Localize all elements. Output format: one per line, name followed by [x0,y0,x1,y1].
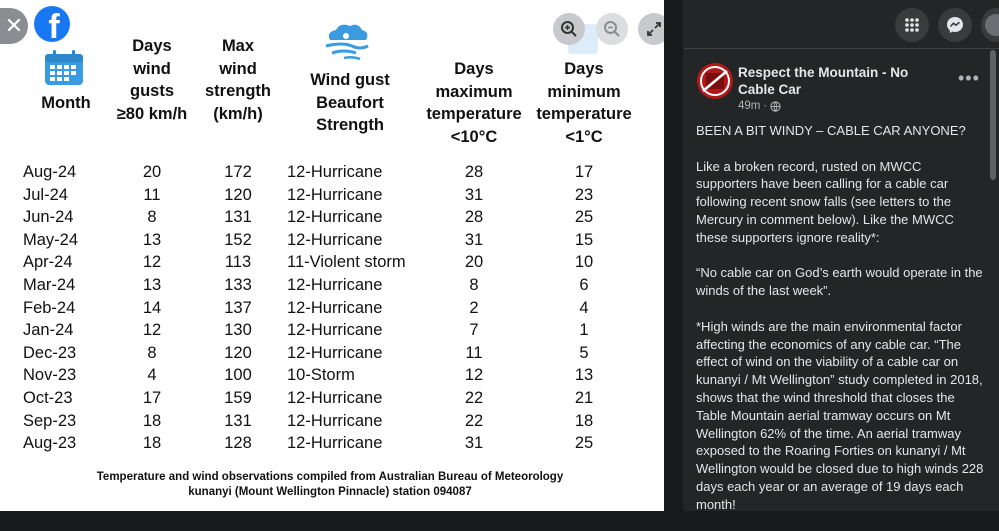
cell-gust-days: 13 [142,230,162,249]
cell-days-min-temp: 21 [574,389,594,407]
post-scrollbar[interactable] [990,50,996,180]
cell-gust-days: 17 [142,389,162,407]
cell-days-min-temp: 6 [579,276,589,294]
cell-max-wind: 130 [224,321,252,340]
cell-beaufort: 12-Hurricane [287,343,383,362]
post-paragraph: BEEN A BIT WINDY – CABLE CAR ANYONE? [696,123,966,138]
cell-days-max-temp: 2 [469,298,479,317]
more-options-button[interactable]: ••• [958,68,980,88]
cell-days-max-temp: 22 [464,411,484,430]
post-body [696,122,986,531]
facebook-logo[interactable]: f [34,6,70,42]
cell-max-wind: 128 [224,434,252,453]
cell-days-min-temp: 23 [574,185,594,204]
cell-beaufort: 11-Violent storm [287,253,406,272]
cell-beaufort: 12-Hurricane [287,185,383,204]
cell-days-min-temp: 25 [574,208,594,227]
post-meta: 49m · [738,100,781,112]
cell-days-min-temp: 5 [579,343,589,362]
header-month: Month [41,94,91,112]
fullscreen-button[interactable] [638,13,664,45]
messenger-button[interactable] [938,8,972,42]
cell-days-min-temp: 25 [574,434,594,453]
avatar-small-icon [985,14,999,36]
cell-month: Apr-24 [23,253,73,272]
zoom-in-button[interactable] [553,13,585,45]
close-button[interactable] [0,8,28,44]
cell-beaufort: 12-Hurricane [287,321,383,340]
cell-gust-days: 14 [142,298,162,317]
menu-button[interactable] [895,8,929,42]
cell-gust-days: 13 [142,276,162,294]
cell-days-max-temp: 31 [464,185,484,204]
cell-max-wind: 131 [224,411,252,430]
cell-month: Mar-24 [23,276,76,294]
cell-days-min-temp: 17 [574,163,594,181]
cell-month: Feb-24 [23,298,76,317]
cell-month: Jun-24 [23,208,74,227]
page-name-link[interactable]: Respect the Mountain - No Cable Car [738,65,909,97]
cell-month: Aug-23 [23,434,77,453]
expand-icon [646,21,662,37]
cell-beaufort: 12-Hurricane [287,163,383,181]
cell-beaufort: 12-Hurricane [287,411,383,430]
cell-days-max-temp: 11 [465,343,483,362]
post-time[interactable]: 49m [738,100,761,112]
cell-days-min-temp: 1 [579,321,589,340]
source-note: Temperature and wind observations compiled from Australian Bureau of Meteorology kunanyi (Mount Wellington Pinnacle) station 094087 [96,471,564,498]
cell-gust-days: 11 [143,185,161,204]
calendar-icon [44,50,84,86]
cell-days-max-temp: 28 [464,208,484,227]
grid-menu-icon [904,17,920,33]
cell-max-wind: 120 [224,343,252,362]
zoom-out-button[interactable] [596,13,628,45]
cell-days-max-temp: 12 [464,366,484,385]
post-paragraph: “No cable car on God’s earth would operate in the winds of the last week”. [696,265,983,299]
header-max-wind: Max wind strength (km/h) [205,37,271,123]
cell-beaufort: 12-Hurricane [287,434,383,453]
cell-max-wind: 159 [224,389,252,407]
zoom-in-icon [560,20,578,38]
cell-days-min-temp: 10 [574,253,594,272]
header-days-min-temp: Days minimum temperature <1°C [536,60,632,146]
cell-days-min-temp: 13 [574,366,594,385]
cell-month: Sep-23 [23,411,77,430]
post-paragraph: Like a broken record, rusted on MWCC supporters have been calling for a cable car following recent snow falls (see letters to the Mercury in comment below). Like the MWCC these supporters ignore reality*: [696,158,954,245]
post-paragraph: *High winds are the main environmental factor affecting the economics of any cable car. “The effect of wind on the viability of a cable car on kunanyi / Mt Wellington” study completed in 2018, shows that the wind threshold that closes the Table Mountain aerial tramway occurs on Mt Wellington 62% of the time. An aerial tramway exposed to the Roaring Forties on kunanyi / Mt Wellington would be closed due to high winds 228 days each year or an average of 19 days each month! [696,318,984,512]
close-icon: ✕ [4,13,24,38]
cell-days-max-temp: 20 [464,253,484,272]
cell-gust-days: 12 [142,321,162,340]
cell-max-wind: 152 [224,230,252,249]
cell-max-wind: 100 [224,366,252,385]
cell-month: Aug-24 [23,163,77,181]
cell-days-min-temp: 18 [574,411,594,430]
zoom-out-icon [603,20,621,38]
cell-beaufort: 12-Hurricane [287,230,383,249]
divider [684,48,999,49]
cell-max-wind: 120 [224,185,252,204]
cell-days-max-temp: 31 [464,230,484,249]
cell-gust-days: 18 [142,434,162,453]
cell-gust-days: 8 [147,343,157,362]
cell-month: Jan-24 [23,321,74,340]
cell-gust-days: 20 [142,163,162,181]
cell-beaufort: 12-Hurricane [287,208,383,227]
cell-days-max-temp: 31 [464,434,484,453]
cell-max-wind: 131 [224,208,252,227]
header-days-max-temp: Days maximum temperature <10°C [426,60,522,146]
messenger-icon [946,16,964,34]
cell-month: Jul-24 [23,185,68,204]
cell-gust-days: 4 [147,366,157,385]
avatar-image-icon [697,63,733,99]
cell-beaufort: 12-Hurricane [287,389,383,407]
cell-month: May-24 [23,230,79,249]
cell-max-wind: 133 [224,276,252,294]
cell-gust-days: 12 [142,253,162,272]
cell-days-max-temp: 7 [469,321,479,340]
cell-days-min-temp: 15 [574,230,594,249]
header-beaufort: Wind gust Beaufort Strength [310,71,390,134]
cell-month: Nov-23 [23,366,77,385]
cell-beaufort: 12-Hurricane [287,276,383,294]
cell-days-min-temp: 4 [579,298,589,317]
cell-days-max-temp: 28 [464,163,484,181]
wind-cloud-icon [322,20,372,62]
cell-month: Oct-23 [23,389,73,407]
page-avatar[interactable] [697,63,733,99]
cell-days-max-temp: 8 [469,276,479,294]
cell-max-wind: 172 [224,163,252,181]
cell-gust-days: 8 [147,208,157,227]
cell-days-max-temp: 22 [464,389,484,407]
cell-beaufort: 12-Hurricane [287,298,383,317]
cell-beaufort: 10-Storm [287,366,355,385]
cell-max-wind: 137 [224,298,252,317]
cell-month: Dec-23 [23,343,77,362]
header-gusts: Days wind gusts ≥80 km/h [116,37,188,123]
cell-max-wind: 113 [224,253,252,272]
cell-gust-days: 18 [142,411,162,430]
globe-icon [770,101,781,112]
